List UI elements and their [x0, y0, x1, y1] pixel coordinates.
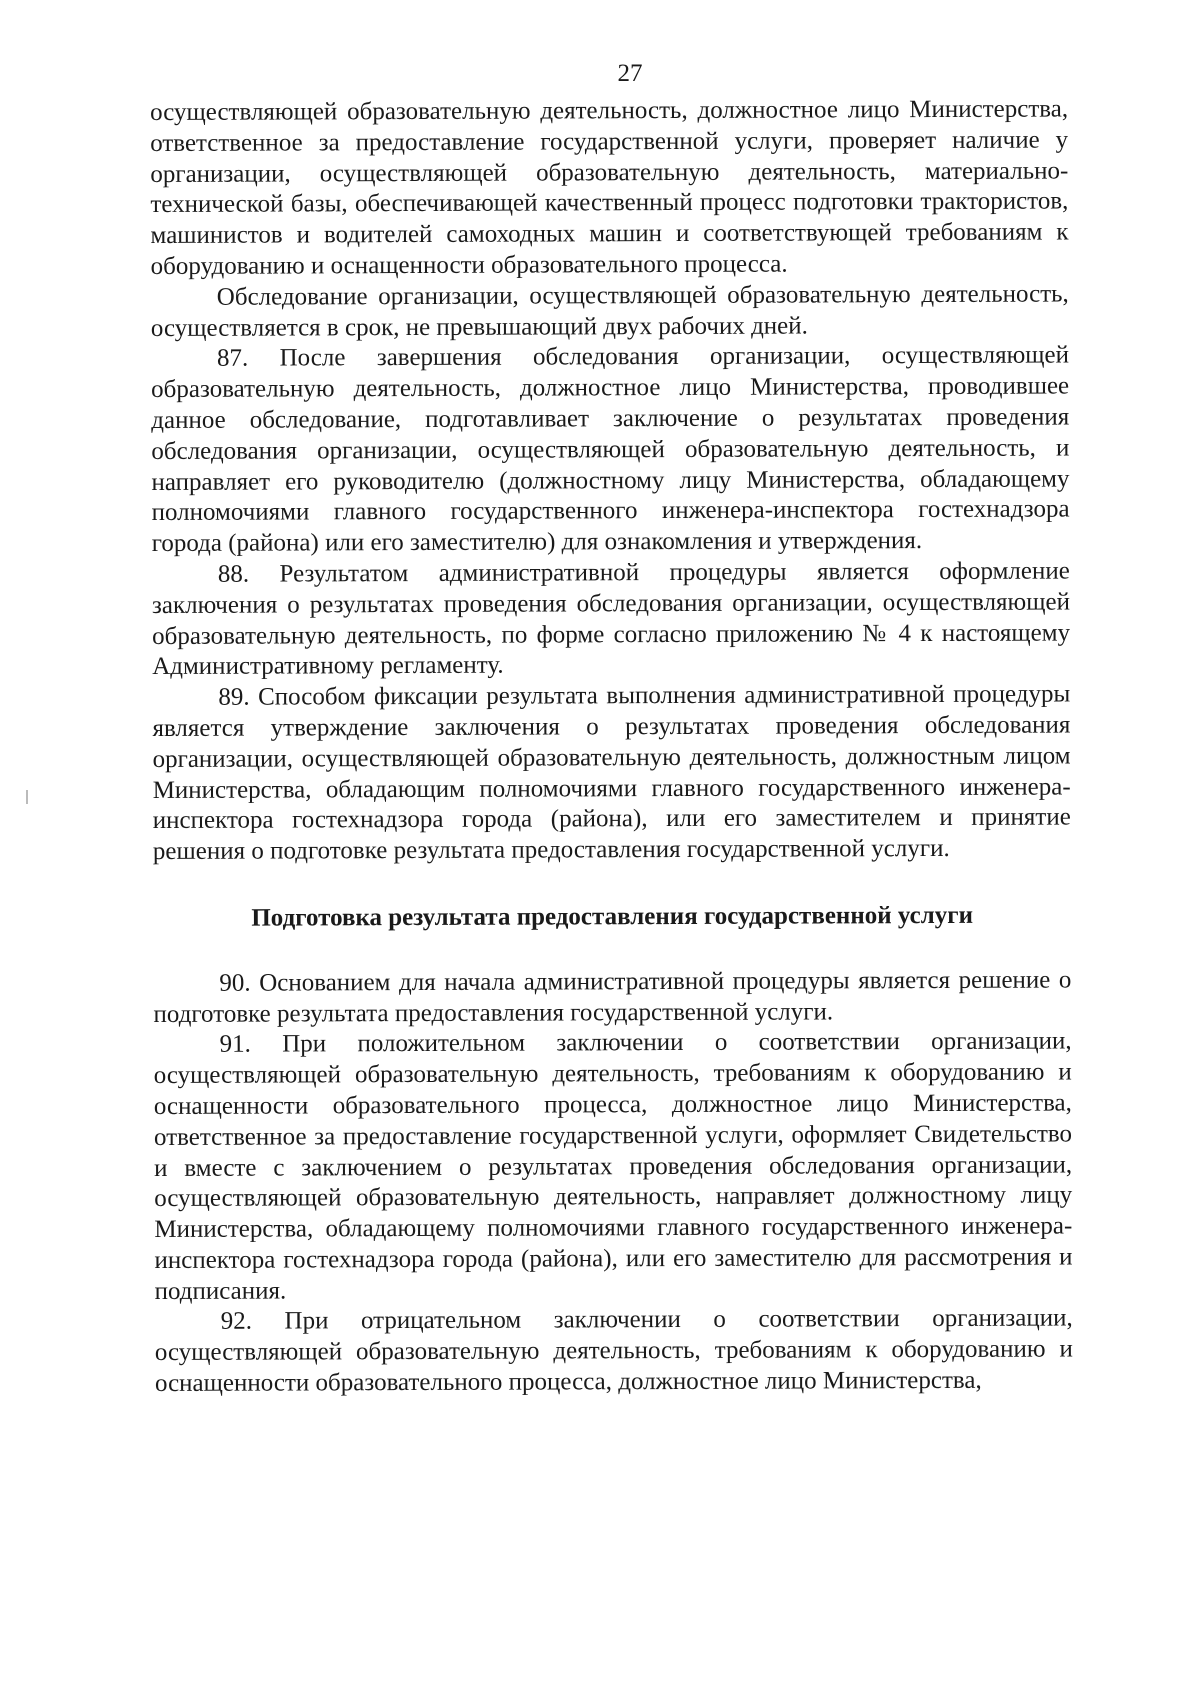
scan-artifact	[26, 790, 28, 804]
paragraph-87: 87. После завершения обследования организации, осуществляющей образовательную деятельность, должностное лицо Министерства, проводившее данное обследование, подготавливает заключение о результатах проведения обследования организации, осуществляющей образовательную деятельность, и направляет его руководителю (должностному лицу Министерства, обладающему полномочиями главного государственного инженера-инспектора гостехнадзора города (района) или его заместителю) для ознакомления и утверждения.	[151, 341, 1070, 558]
page-number: 27	[617, 60, 643, 87]
paragraph-89: 89. Способом фиксации результата выполнения административной процедуры является утверждение заключения о результатах проведения обследования организации, осуществляющей образовательную деятельность, должностным лицом Министерства, обладающим полномочиями главного государственного инженера-инспектора гостехнадзора города (района), или его заместителем и принятие решения о подготовке результата предоставления государственной услуги.	[152, 680, 1071, 866]
section-heading: Подготовка результата предоставления государственной услуги	[251, 901, 974, 932]
paragraph-90: 90. Основанием для начала административной процедуры является решение о подготовке результата предоставления государственной услуги.	[153, 966, 1072, 1028]
paragraph-88: 88. Результатом административной процедуры является оформление заключения о результатах проведения обследования организации, осуществляющей образовательную деятельность, по форме согласно приложению № 4 к настоящему Административному регламенту.	[151, 557, 1071, 681]
paragraph-inspection-term: Обследование организации, осуществляющей образовательную деятельность, осуществляется в срок, не превышающий двух рабочих дней.	[150, 280, 1069, 342]
document-body	[150, 94, 1073, 1399]
paragraph-92: 92. При отрицательном заключении о соответствии организации, осуществляющей образовательную деятельность, требованиям к оборудованию и оснащенности образовательного процесса, должностное лицо Министерства,	[154, 1304, 1073, 1398]
paragraph-continuation: осуществляющей образовательную деятельность, должностное лицо Министерства, ответственное за предоставление государственной услуги, проверяет наличие у организации, осуществляющей образовательную деятельность, материально-технической базы, обеспечивающей качественный процесс подготовки трактористов, машинистов и водителей самоходных машин и соответствующей требованиям к оборудованию и оснащенности образовательного процесса.	[150, 95, 1069, 280]
paragraph-91: 91. При положительном заключении о соответствии организации, осуществляющей образовательную деятельность, требованиям к оборудованию и оснащенности образовательного процесса, должностное лицо Министерства, ответственное за предоставление государственной услуги, оформляет Свидетельство и вместе с заключением о результатах проведения обследования организации, осуществляющей образовательную деятельность, направляет должностному лицу Министерства, обладающему полномочиями главного государственного инженера-инспектора гостехнадзора города (района), или его заместителю для рассмотрения и подписания.	[153, 1027, 1073, 1305]
